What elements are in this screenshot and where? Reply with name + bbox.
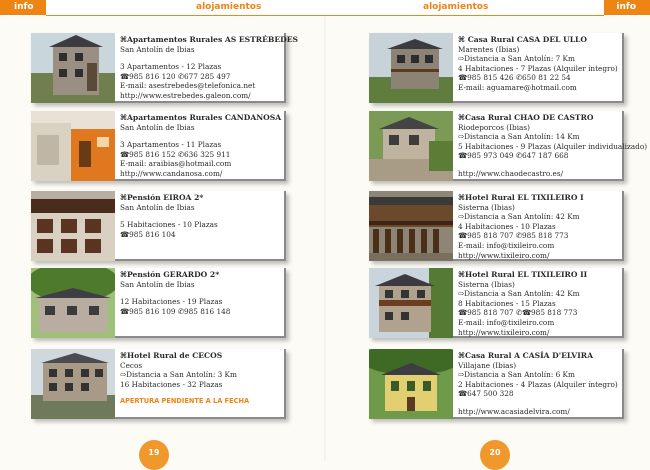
listing-location: Villajane (Ibias) [458, 360, 517, 370]
page-number-right: 20 [480, 440, 510, 470]
listing-name: ⌘Hotel Rural EL TIXILEIRO I [458, 193, 584, 202]
listing-location: San Antolín de Ibias [120, 279, 195, 289]
listing-capacity: 12 Habitaciones - 19 Plazas [120, 297, 223, 307]
listing-as-estrebedes [31, 33, 298, 103]
listing-chao-de-castro [369, 111, 648, 181]
listing-photo [369, 33, 453, 103]
listing-website[interactable]: http://www.estrebedes.galeon.com/ [120, 90, 251, 100]
listing-photo [369, 349, 453, 419]
listing-photo [31, 268, 115, 338]
listing-phone: ☎647 500 328 [458, 389, 514, 399]
section-title-right: alojamientos [423, 2, 489, 12]
listing-location: San Antolín de Ibias [120, 202, 195, 212]
header-rule-left [46, 2, 325, 16]
listing-photo [369, 111, 453, 181]
listing-phone: ☎985 816 104 [120, 229, 176, 239]
listing-photo [31, 111, 115, 181]
listing-tixileiro-ii [369, 268, 624, 338]
listing-name: ⌘Casa Rural A CASÍA D'ELVIRA [458, 351, 593, 360]
listing-photo [31, 191, 115, 261]
listing-capacity: 5 Habitaciones - 9 Plazas (Alquiler individualizado) [458, 141, 648, 151]
listing-capacity: 2 Habitaciones - 4 Plazas (Alquiler íntegro) [458, 379, 618, 389]
listing-tixileiro-i [369, 191, 624, 261]
listing-location: San Antolín de Ibias [120, 122, 195, 132]
listing-gerardo [31, 268, 286, 338]
listing-location: Sisterna (Ibias) [458, 279, 515, 289]
listing-name: ⌘Apartamentos Rurales AS ESTRÉBEDES [120, 35, 298, 44]
listing-a-casia-delvira [369, 349, 624, 419]
listing-candanosa [31, 111, 286, 181]
listing-name: ⌘ Casa Rural CASA DEL ULLO [458, 35, 588, 44]
listing-photo [369, 191, 453, 261]
listing-email[interactable]: E-mail: asestrebedes@telefonica.net [120, 81, 256, 91]
listing-email[interactable]: E-mail: aguamare@hotmail.com [458, 82, 577, 92]
listing-photo [369, 268, 453, 338]
listing-distance: ⇨Distancia a San Antolín: 6 Km [458, 370, 575, 380]
listing-capacity: 4 Habitaciones - 7 Plazas (Alquiler íntegro) [458, 63, 618, 73]
listing-eiroa [31, 191, 286, 261]
listing-name: ⌘Pensión EIROA 2* [120, 193, 204, 202]
page-number-left: 19 [139, 440, 169, 470]
listing-phone: ☎985 818 707 ✆☎985 818 773 [458, 308, 578, 318]
listing-phone: ☎985 816 109 ✆985 816 148 [120, 306, 231, 316]
listing-name: ⌘Pensión GERARDO 2* [120, 270, 220, 279]
listing-location: Marentes (Ibias) [458, 44, 520, 54]
info-tag-right: info [604, 0, 650, 15]
listing-cecos [31, 349, 286, 419]
listing-phone: ☎985 818 707 ✆985 818 773 [458, 231, 569, 241]
listing-website[interactable]: http://www.candanosa.com/ [120, 168, 223, 178]
listing-location: Cecos [120, 360, 143, 370]
listing-phone: ☎985 816 120 ✆677 285 497 [120, 71, 231, 81]
listing-name: ⌘Hotel Rural EL TIXILEIRO II [458, 270, 588, 279]
book-spine [324, 16, 326, 461]
listing-distance: ⇨Distancia a San Antolín: 42 Km [458, 212, 580, 222]
listing-distance: ⇨Distancia a San Antolín: 42 Km [458, 289, 580, 299]
listing-name: ⌘Hotel Rural de CECOS [120, 351, 223, 360]
section-title-left: alojamientos [196, 2, 262, 12]
listing-website[interactable]: http://www.chaodecastro.es/ [458, 168, 564, 178]
listing-email[interactable]: E-mail: info@tixileiro.com [458, 317, 555, 327]
listing-location: San Antolín de Ibias [120, 44, 195, 54]
listing-capacity: 8 Habitaciones - 15 Plazas [458, 298, 556, 308]
listing-phone: ☎985 973 049 ✆647 187 668 [458, 151, 569, 161]
listing-phone: ☎985 816 152 ✆636 325 911 [120, 149, 231, 159]
info-tag-left: info [0, 0, 46, 15]
listing-name: ⌘Apartamentos Rurales CANDANOSA [120, 113, 282, 122]
listing-location: Sisterna (Ibias) [458, 202, 515, 212]
listing-photo [31, 33, 115, 103]
listing-photo [31, 349, 115, 419]
listing-website[interactable]: http://www.tixileiro.com/ [458, 327, 550, 337]
listing-name: ⌘Casa Rural CHAO DE CASTRO [458, 113, 594, 122]
listing-website[interactable]: http://www.acasiadelvira.com/ [458, 406, 570, 416]
listing-distance: ⇨Distancia a San Antolín: 7 Km [458, 54, 575, 64]
listing-capacity: 4 Habitaciones - 10 Plazas [458, 221, 556, 231]
listing-capacity: 3 Apartamentos - 12 Plazas [120, 62, 222, 72]
listing-pending-note: APERTURA PENDIENTE A LA FECHA [120, 397, 250, 406]
listing-capacity: 16 Habitaciones - 32 Plazas [120, 379, 223, 389]
listing-phone: ☎985 815 426 ✆650 81 22 54 [458, 73, 571, 83]
listing-capacity: 5 Habitaciones - 10 Plazas [120, 220, 218, 230]
listing-email[interactable]: E-mail: info@tixileiro.com [458, 240, 555, 250]
listing-capacity: 3 Apartamentos - 11 Plazas [120, 140, 222, 150]
listing-website[interactable]: http://www.tixileiro.com/ [458, 250, 550, 260]
listing-location: Riodeporcos (Ibias) [458, 122, 530, 132]
page-header [0, 0, 650, 16]
listing-distance: ⇨Distancia a San Antolín: 14 Km [458, 132, 580, 142]
listing-email[interactable]: E-mail: araibias@hotmail.com [120, 159, 232, 169]
listing-distance: ⇨Distancia a San Antolín: 3 Km [120, 370, 237, 380]
listing-casa-del-ullo [369, 33, 624, 103]
